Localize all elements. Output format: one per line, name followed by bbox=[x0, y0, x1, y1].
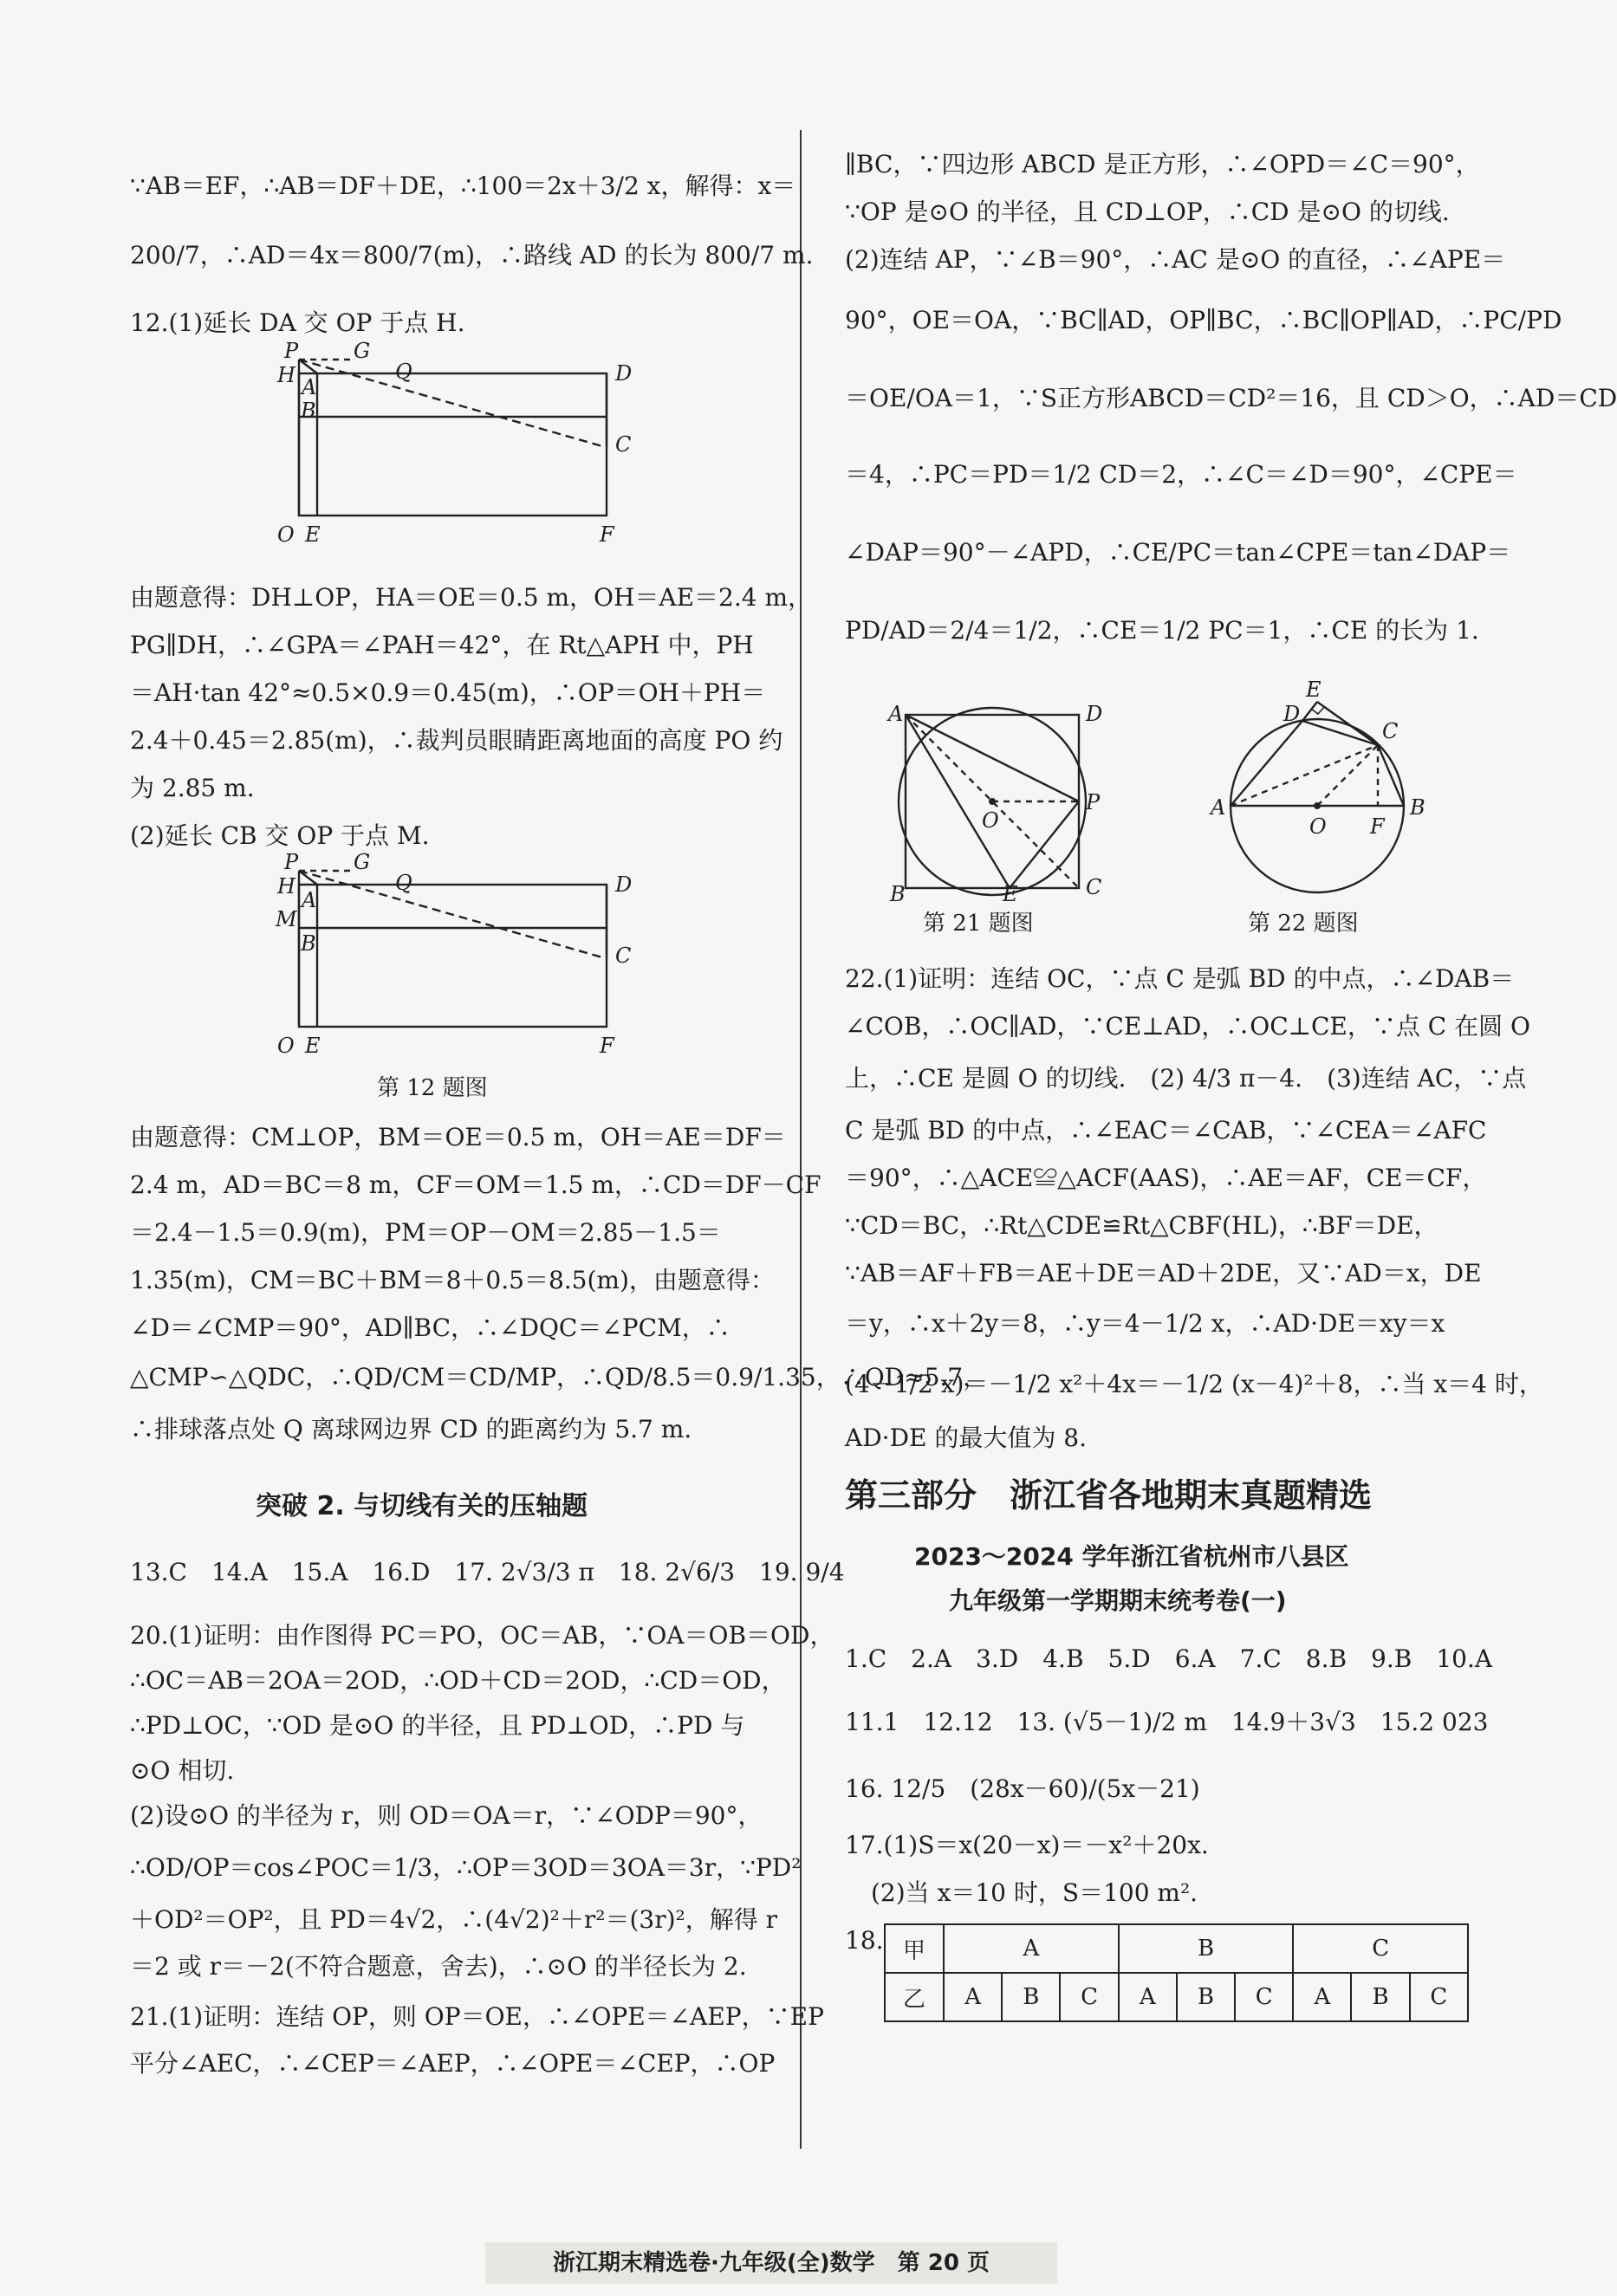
q12-text-line: ∴排球落点处 Q 离球网边界 CD 的距离约为 5.7 m. bbox=[130, 1415, 692, 1443]
q11-text-line: 200/7，∴AD＝4x＝800/7(m)，∴路线 AD 的长为 800/7 m. bbox=[130, 241, 814, 269]
label-H: H bbox=[277, 363, 295, 387]
label-A: A bbox=[302, 375, 317, 399]
q21-line: ＝OE/OA＝1，∵S正方形ABCD＝CD²＝16，且 CD＞O，∴AD＝CD bbox=[845, 384, 1617, 412]
line-OC bbox=[1317, 745, 1378, 806]
label-E: E bbox=[305, 522, 321, 547]
q22-line: 上，∴CE 是圆 O 的切线. (2) 4/3 π－4. (3)连结 AC，∵点 bbox=[845, 1064, 1527, 1093]
line-AC bbox=[1231, 745, 1378, 806]
table-cell: C bbox=[1060, 1973, 1118, 2021]
section-2-title: 突破 2. 与切线有关的压轴题 bbox=[256, 1491, 588, 1521]
q22-line: (4－1/2 x)＝－1/2 x²＋4x＝－1/2 (x－4)²＋8，∴当 x＝4 时， bbox=[845, 1370, 1543, 1398]
answer-16: 16. 12/5 (28x－60)/(5x－21) bbox=[845, 1774, 1200, 1803]
q22-line: ＝y，∴x＋2y＝8，∴y＝4－1/2 x，∴AD·DE＝xy＝x bbox=[845, 1309, 1445, 1338]
label-D: D bbox=[615, 872, 633, 897]
label-G: G bbox=[354, 339, 371, 363]
label-O: O bbox=[982, 808, 999, 833]
q20-line: ⊙O 相切. bbox=[130, 1756, 235, 1785]
table-cell: C bbox=[1293, 1924, 1468, 1973]
answer-18-label: 18. bbox=[845, 1926, 884, 1955]
table-cell: C bbox=[1235, 1973, 1293, 2021]
label-F: F bbox=[1370, 814, 1385, 839]
q20-line: (2)设⊙O 的半径为 r，则 OD＝OA＝r，∵∠ODP＝90°， bbox=[130, 1801, 763, 1830]
table-cell: A bbox=[1293, 1973, 1351, 2021]
table-row bbox=[885, 1924, 1468, 1973]
answers-13-19: 13.C 14.A 15.A 16.D 17. 2√3/3 π 18. 2√6/3 19. 9/4 bbox=[130, 1558, 845, 1586]
answer-18-table bbox=[884, 1923, 1469, 2022]
answer-17-part2: (2)当 x＝10 时，S＝100 m². bbox=[871, 1878, 1198, 1907]
label-P: P bbox=[284, 850, 299, 874]
label-A: A bbox=[888, 702, 904, 726]
line-PE bbox=[1010, 801, 1079, 888]
label-B: B bbox=[1410, 795, 1425, 820]
q20-line: ∴PD⊥OC，∵OD 是⊙O 的半径，且 PD⊥OD，∴PD 与 bbox=[130, 1711, 745, 1740]
q12-text-line: PG∥DH，∴∠GPA＝∠PAH＝42°，在 Rt△APH 中，PH bbox=[130, 631, 754, 659]
line-EC bbox=[1317, 702, 1378, 745]
q21-line: 平分∠AEC，∴∠CEP＝∠AEP，∴∠OPE＝∠CEP，∴OP bbox=[130, 2049, 776, 2078]
q12-text-line: 由题意得：DH⊥OP，HA＝OE＝0.5 m，OH＝AE＝2.4 m， bbox=[130, 583, 813, 612]
q12-text-line: △CMP∽△QDC，∴QD/CM＝CD/MP，∴QD/8.5＝0.9/1.35，∴QD≈5.7， bbox=[130, 1363, 988, 1391]
q12-text-line: ＝2.4－1.5＝0.9(m)，PM＝OP－OM＝2.85－1.5＝ bbox=[130, 1218, 721, 1247]
q21-line: (2)连结 AP，∵∠B＝90°，∴AC 是⊙O 的直径，∴∠APE＝ bbox=[845, 245, 1506, 274]
q20-line: ＋OD²＝OP²，且 PD＝4√2，∴(4√2)²＋r²＝(3r)²，解得 r bbox=[130, 1905, 778, 1934]
q12-text-line: 2.4 m，AD＝BC＝8 m，CF＝OM＝1.5 m，∴CD＝DF－CF bbox=[130, 1171, 821, 1199]
figure-21 bbox=[880, 702, 1103, 906]
q21-line: 90°，OE＝OA，∵BC∥AD，OP∥BC，∴BC∥OP∥AD，∴PC/PD bbox=[845, 306, 1562, 334]
label-E: E bbox=[305, 1034, 321, 1058]
q22-line: ＝90°，∴△ACE≌△ACF(AAS)，∴AE＝AF，CE＝CF， bbox=[845, 1164, 1487, 1192]
table-cell: B bbox=[1119, 1924, 1294, 1973]
line-CB bbox=[1378, 745, 1404, 806]
q21-line: ∠DAP＝90°－∠APD，∴CE/PC＝tan∠CPE＝tan∠DAP＝ bbox=[845, 538, 1511, 567]
label-A: A bbox=[1211, 795, 1226, 820]
label-B: B bbox=[301, 399, 316, 423]
table-cell: A bbox=[1119, 1973, 1177, 2021]
answer-17-part1: 17.(1)S＝x(20－x)＝－x²＋20x. bbox=[845, 1831, 1209, 1859]
label-E: E bbox=[1306, 678, 1322, 702]
figure-22-caption: 第 22 题图 bbox=[1248, 911, 1359, 937]
q12-text-line: ∠D＝∠CMP＝90°，AD∥BC，∴∠DQC＝∠PCM，∴ bbox=[130, 1313, 731, 1342]
q20-line: 20.(1)证明：由作图得 PC＝PO，OC＝AB，∵OA＝OB＝OD， bbox=[130, 1621, 834, 1650]
label-Q: Q bbox=[395, 871, 412, 895]
label-D: D bbox=[615, 361, 633, 386]
label-F: F bbox=[600, 1034, 614, 1058]
q20-line: ∴OD/OP＝cos∠POC＝1/3，∴OP＝3OD＝3OA＝3r，∵PD² bbox=[130, 1853, 802, 1882]
table-cell: B bbox=[1351, 1973, 1409, 2021]
q21-line: PD/AD＝2/4＝1/2，∴CE＝1/2 PC＝1，∴CE 的长为 1. bbox=[845, 616, 1479, 645]
column-divider bbox=[800, 130, 802, 2149]
table-cell: 甲 bbox=[885, 1924, 944, 1973]
q22-line: AD·DE 的最大值为 8. bbox=[845, 1424, 1087, 1452]
rect-outline bbox=[299, 373, 607, 516]
exam-title-2: 九年级第一学期期末统考卷(一) bbox=[949, 1586, 1287, 1615]
label-B: B bbox=[890, 882, 906, 906]
label-F: F bbox=[600, 522, 614, 547]
q21-line: 21.(1)证明：连结 OP，则 OP＝OE，∴∠OPE＝∠AEP，∵EP bbox=[130, 2002, 824, 2031]
q20-line: ∴OC＝AB＝2OA＝2OD，∴OD＋CD＝2OD，∴CD＝OD， bbox=[130, 1666, 786, 1695]
center-O bbox=[1314, 802, 1321, 809]
q12-text-line: 2.4＋0.45＝2.85(m)，∴裁判员眼睛距离地面的高度 PO 约 bbox=[130, 726, 783, 755]
figure-22 bbox=[1200, 678, 1434, 901]
center-O bbox=[989, 798, 996, 805]
label-C: C bbox=[615, 432, 632, 457]
figure-12-part2 bbox=[276, 850, 650, 1074]
label-E: E bbox=[1003, 882, 1018, 906]
line-PA bbox=[299, 360, 317, 373]
part-3-title: 第三部分 浙江省各地期末真题精选 bbox=[845, 1476, 1373, 1514]
page-footer: 浙江期末精选卷·九年级(全)数学 第 20 页 bbox=[485, 2242, 1057, 2284]
figure-21-caption: 第 21 题图 bbox=[923, 911, 1034, 937]
table-row bbox=[885, 1973, 1468, 2021]
table-cell: A bbox=[944, 1973, 1002, 2021]
label-C: C bbox=[1086, 875, 1102, 899]
q12-text-line: 为 2.85 m. bbox=[130, 774, 255, 802]
q12-part2-heading: (2)延长 CB 交 OP 于点 M. bbox=[130, 821, 430, 850]
q22-line: ∵CD＝BC，∴Rt△CDE≌Rt△CBF(HL)，∴BF＝DE， bbox=[845, 1211, 1438, 1240]
label-P: P bbox=[284, 339, 299, 363]
exam-title-1: 2023～2024 学年浙江省杭州市八县区 bbox=[914, 1542, 1349, 1571]
table-cell: B bbox=[1002, 1973, 1060, 2021]
label-O: O bbox=[277, 522, 295, 547]
figure-12-caption: 第 12 题图 bbox=[377, 1075, 488, 1101]
q22-line: ∵AB＝AF＋FB＝AE＋DE＝AD＋2DE，又∵AD＝x，DE bbox=[845, 1259, 1482, 1287]
answers-1-10: 1.C 2.A 3.D 4.B 5.D 6.A 7.C 8.B 9.B 10.A bbox=[845, 1644, 1493, 1673]
label-M: M bbox=[276, 907, 297, 931]
label-C: C bbox=[1382, 719, 1399, 743]
q11-text-line: ∵AB＝EF，∴AB＝DF＋DE，∴100＝2x＋3/2 x，解得：x＝ bbox=[130, 172, 796, 200]
line-DC bbox=[1302, 721, 1378, 745]
label-Q: Q bbox=[395, 360, 412, 384]
label-D: D bbox=[1086, 702, 1103, 726]
label-C: C bbox=[615, 944, 632, 968]
label-O: O bbox=[1309, 814, 1327, 839]
label-D: D bbox=[1283, 702, 1301, 726]
label-P: P bbox=[1086, 790, 1101, 814]
table-cell: B bbox=[1177, 1973, 1235, 2021]
table-cell: 乙 bbox=[885, 1973, 944, 2021]
q12-text-line: 1.35(m)，CM＝BC＋BM＝8＋0.5＝8.5(m)，由题意得： bbox=[130, 1266, 775, 1294]
q12-part1-heading: 12.(1)延长 DA 交 OP 于点 H. bbox=[130, 308, 465, 337]
label-A: A bbox=[302, 888, 317, 912]
q21-line: ∥BC，∵四边形 ABCD 是正方形，∴∠OPD＝∠C＝90°， bbox=[845, 150, 1480, 178]
answers-11-15: 11.1 12.12 13. (√5－1)/2 m 14.9＋3√3 15.2 023 bbox=[845, 1708, 1489, 1736]
label-G: G bbox=[354, 850, 371, 874]
figure-12-part1 bbox=[277, 339, 650, 563]
q22-line: 22.(1)证明：连结 OC，∵点 C 是弧 BD 的中点，∴∠DAB＝ bbox=[845, 964, 1515, 993]
q22-line: ∠COB，∴OC∥AD，∵CE⊥AD，∴OC⊥CE，∵点 C 在圆 O bbox=[845, 1012, 1530, 1041]
q12-text-line: 由题意得：CM⊥OP，BM＝OE＝0.5 m，OH＝AE＝DF＝ bbox=[130, 1123, 786, 1151]
q21-line: ∵OP 是⊙O 的半径，且 CD⊥OP，∴CD 是⊙O 的切线. bbox=[845, 198, 1450, 226]
label-O: O bbox=[277, 1034, 295, 1058]
q22-line: C 是弧 BD 的中点，∴∠EAC＝∠CAB，∵∠CEA＝∠AFC bbox=[845, 1116, 1487, 1145]
q12-text-line: ＝AH·tan 42°≈0.5×0.9＝0.45(m)，∴OP＝OH＋PH＝ bbox=[130, 678, 766, 707]
table-cell: C bbox=[1410, 1973, 1468, 2021]
label-H: H bbox=[277, 874, 295, 898]
q20-line: ＝2 或 r＝－2(不符合题意，舍去)，∴⊙O 的半径长为 2. bbox=[130, 1952, 747, 1981]
table-cell: A bbox=[944, 1924, 1119, 1973]
label-B: B bbox=[301, 931, 316, 956]
q21-line: ＝4，∴PC＝PD＝1/2 CD＝2，∴∠C＝∠D＝90°，∠CPE＝ bbox=[845, 460, 1517, 489]
